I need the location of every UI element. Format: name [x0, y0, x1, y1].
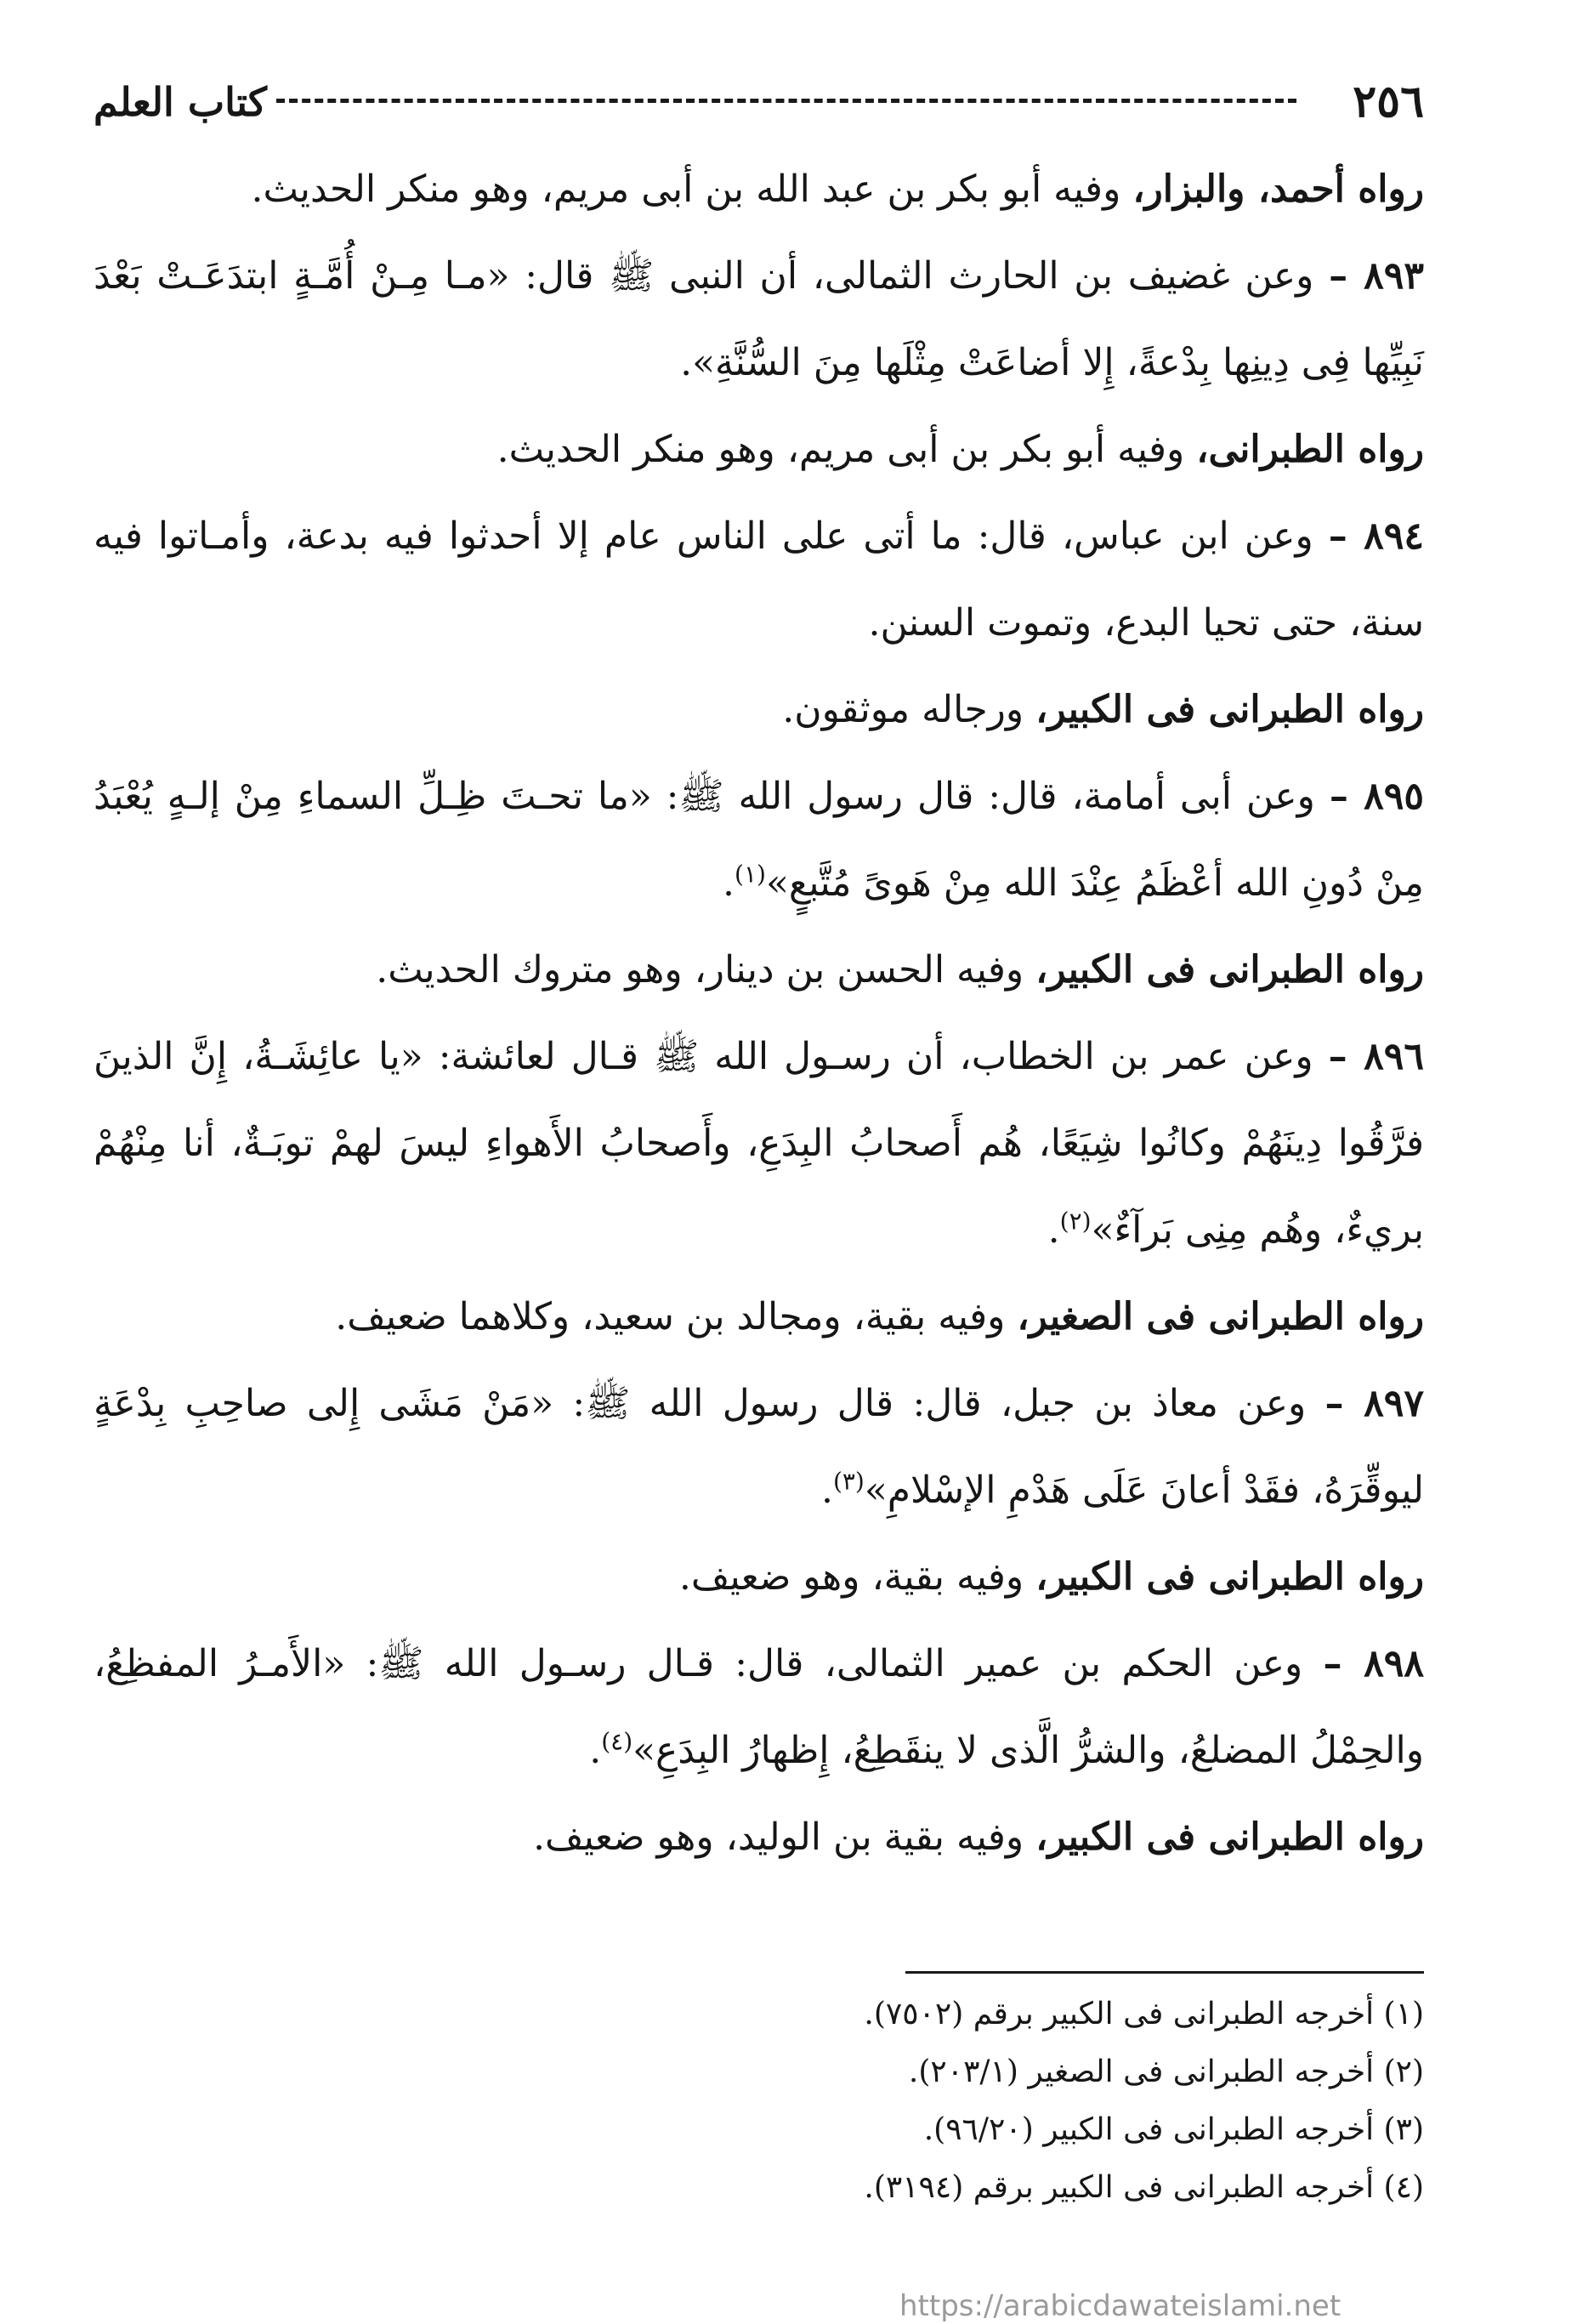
hadith-text: وعن أبى أمامة، قال: قال رسول الله ﷺ: «ما تحـتَ ظِـلِّ السماءِ مِنْ إلـهٍ يُعْبَدُ مِنْ دُونِ الله أعْظَمُ عِنْدَ الله مِنْ هَوىً مُتَّبعٍ» — [94, 775, 1424, 905]
footnote-reference[interactable]: (١) — [735, 860, 766, 889]
hadith-number: ٨٩٦ – — [1328, 1035, 1424, 1078]
footnote-2: (٢) أخرجه الطبرانى فى الصغير (٢٠٣/١). — [908, 2054, 1424, 2089]
main-text — [94, 146, 1424, 1881]
page-header — [94, 71, 1424, 133]
watermark-url: https://arabicdawateislami.net — [899, 2289, 1342, 2323]
hadith-paragraph — [94, 233, 1424, 406]
source-narrator: رواه الطبرانى فى الكبير، — [1035, 1555, 1424, 1599]
hadith-text: وعن ابن عباس، قال: ما أتى على الناس عام إلا أحدثوا فيه بدعة، وأمـاتوا فيه سنة، حتى تحيا البدع، وتموت السنن. — [94, 514, 1424, 645]
source-attribution — [94, 1274, 1424, 1361]
page-number: ٢٥٦ — [1353, 76, 1424, 128]
source-attribution — [94, 146, 1424, 233]
hadith-paragraph: ٨٩٦ – وعن عمر بن الخطاب، أن رسـول الله ﷺ قـال لعائشة: «يا عائِشَـةُ، إِنَّ الذينَ فرَّقُوا دِينَهُمْ وكانُوا شِيَعًا، هُم أَصحابُ البِدَعِ، وأَصحابُ الأَهواءِ ليسَ لهمْ توبَـةٌ، أنا مِنْهُمْ بريءٌ، وهُم مِنِى بَرآءٌ»$^{(٢)}$. — [94, 1035, 1424, 1252]
hadith-number: ٨٩٣ – — [1329, 254, 1424, 298]
source-attribution — [94, 927, 1424, 1014]
footnote-reference[interactable]: (٢) — [1059, 1207, 1092, 1236]
footnote-reference[interactable]: (٣) — [832, 1467, 865, 1496]
source-note: ورجاله موثقون. — [782, 688, 1036, 731]
hadith-text: وعن الحكم بن عمير الثمالى، قال: قـال رسـول الله ﷺ: «الأَمـرُ المفظِعُ، والحِمْلُ المضلعُ، والشرُّ الَّذى لا ينقَطِعُ، إِظهارُ البِدَعِ» — [94, 1642, 1424, 1772]
book-title: كتاب العلم — [94, 79, 267, 125]
footnote-1: (١) أخرجه الطبرانى فى الكبير برقم (٧٥٠٢). — [864, 1997, 1424, 2031]
footnote-3: (٣) أخرجه الطبرانى فى الكبير (٩٦/٢٠). — [923, 2112, 1424, 2147]
source-narrator: رواه الطبرانى فى الكبير، — [1035, 1815, 1424, 1859]
hadith-number: ٨٩٨ – — [1323, 1642, 1424, 1685]
source-note: وفيه بقية بن الوليد، وهو ضعيف. — [533, 1815, 1036, 1859]
source-note: وفيه أبو بكر بن أبى مريم، وهو منكر الحديث. — [496, 428, 1197, 471]
hadith-text: وعن معاذ بن جبل، قال: قال رسول الله ﷺ: «مَنْ مَشَى إِلى صاحِبِ بِدْعَةٍ ليوقِّرَهُ، فقَدْ أعانَ عَلَى هَدْمِ الإسْلامِ» — [94, 1382, 1424, 1512]
hadith-paragraph: ٨٩٥ – وعن أبى أمامة، قال: قال رسول الله ﷺ: «ما تحـتَ ظِـلِّ السماءِ مِنْ إلـهٍ يُعْبَدُ مِنْ دُونِ الله أعْظَمُ عِنْدَ الله مِنْ هَوىً مُتَّبعٍ»$^{(١)}$. — [94, 775, 1424, 905]
source-attribution — [94, 406, 1424, 493]
hadith-paragraph — [94, 493, 1424, 667]
hadith-text: وعن غضيف بن الحارث الثمالى، أن النبى ﷺ قال: «مـا مِـنْ أُمَّـةٍ ابتدَعَـتْ بَعْدَ نَبِيِّها فِى دِينِها بِدْعةً، إِلا أضاعَتْ مِثْلَها مِنَ السُّنَّةِ». — [94, 254, 1424, 384]
source-note: وفيه الحسن بن دينار، وهو متروك الحديث. — [376, 948, 1036, 992]
source-attribution — [94, 667, 1424, 753]
hadith-text: وعن عمر بن الخطاب، أن رسـول الله ﷺ قـال لعائشة: «يا عائِشَـةُ، إِنَّ الذينَ فرَّقُوا دِينَهُمْ وكانُوا شِيَعًا، هُم أَصحابُ البِدَعِ، وأَصحابُ الأَهواءِ ليسَ لهمْ توبَـةٌ، أنا مِنْهُمْ بريءٌ، وهُم مِنِى بَرآءٌ» — [94, 1035, 1424, 1252]
source-attribution — [94, 1534, 1424, 1621]
source-narrator: رواه الطبرانى فى الكبير، — [1035, 948, 1424, 992]
source-narrator: رواه أحمد، والبزار، — [1132, 168, 1424, 211]
source-note: وفيه بقية، وهو ضعيف. — [678, 1555, 1036, 1599]
footnote-4: (٤) أخرجه الطبرانى فى الكبير برقم (٣١٩٤). — [864, 2170, 1424, 2205]
footnote-separator — [905, 1971, 1424, 1974]
footnotes — [404, 1986, 1424, 2217]
source-narrator: رواه الطبرانى فى الصغير، — [1017, 1295, 1424, 1338]
source-note: وفيه بقية، ومجالد بن سعيد، وكلاهما ضعيف. — [335, 1295, 1018, 1338]
hadith-number: ٨٩٥ – — [1329, 775, 1424, 818]
source-note: وفيه أبو بكر بن عبد الله بن أبى مريم، وهو منكر الحديث. — [251, 168, 1133, 211]
hadith-paragraph: ٨٩٨ – وعن الحكم بن عمير الثمالى، قال: قـال رسـول الله ﷺ: «الأَمـرُ المفظِعُ، والحِمْلُ المضلعُ، والشرُّ الَّذى لا ينقَطِعُ، إِظهارُ البِدَعِ»$^{(٤)}$. — [94, 1642, 1424, 1772]
hadith-number: ٨٩٧ – — [1325, 1382, 1424, 1425]
hadith-number: ٨٩٤ – — [1328, 514, 1424, 558]
source-narrator: رواه الطبرانى، — [1196, 428, 1424, 471]
footnote-reference[interactable]: (٤) — [601, 1727, 633, 1756]
hadith-paragraph: ٨٩٧ – وعن معاذ بن جبل، قال: قال رسول الله ﷺ: «مَنْ مَشَى إِلى صاحِبِ بِدْعَةٍ ليوقِّرَهُ، فقَدْ أعانَ عَلَى هَدْمِ الإسْلامِ»$^{(٣)}$. — [94, 1382, 1424, 1512]
source-attribution — [94, 1794, 1424, 1881]
header-dashed-rule — [276, 99, 1296, 103]
source-narrator: رواه الطبرانى فى الكبير، — [1035, 688, 1424, 731]
